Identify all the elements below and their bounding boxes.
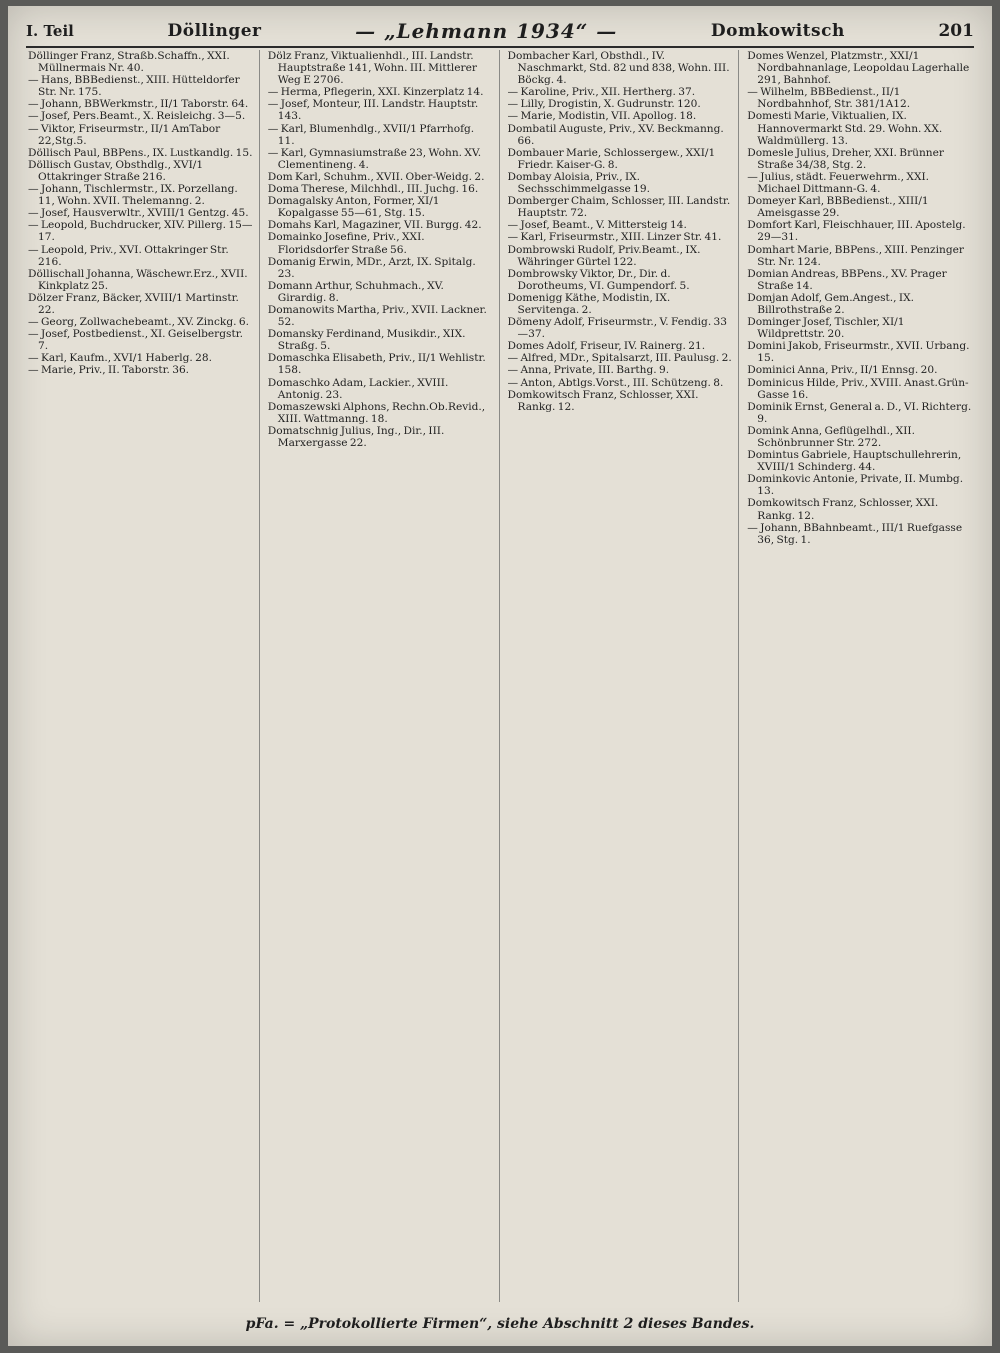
directory-entry: Domfort Karl, Fleischhauer, III. Apostelg. 29—31. xyxy=(747,219,966,244)
directory-entry: Domberger Chaim, Schlosser, III. Landstr. Hauptstr. 72. xyxy=(507,195,731,220)
directory-entry: — Johann, BBWerkmstr., II/1 Taborstr. 64. xyxy=(28,98,249,111)
directory-entry: Dominici Anna, Priv., II/1 Ennsg. 20. xyxy=(747,364,938,377)
directory-entry: Domaszewski Alphons, Rechn.Ob.Revid., XIII. Wattmanng. 18. xyxy=(267,400,486,425)
directory-entry: Domink Anna, Geflügelhdl., XII. Schönbrunner Str. 272. xyxy=(747,424,915,449)
directory-entry: — Karl, Blumenhdlg., XVII/1 Pfarrhofg. 11. xyxy=(267,122,475,147)
directory-entry: — Johann, BBahnbeamt., III/1 Ruefgasse 36, Stg. 1. xyxy=(747,521,963,546)
directory-entry: — Johann, Tischlermstr., IX. Porzellang. 11, Wohn. XVII. Thelemanng. 2. xyxy=(28,183,238,208)
directory-entry: Domainko Josefine, Priv., XXI. Floridsdorfer Straße 56. xyxy=(267,231,425,256)
directory-entry: Dominkovic Antonie, Private, II. Mumbg. 13. xyxy=(747,473,964,498)
directory-entry: — Wilhelm, BBBedienst., II/1 Nordbahnhof, Str. 381/1A12. xyxy=(747,86,911,111)
directory-entry: — Marie, Priv., II. Taborstr. 36. xyxy=(28,364,190,377)
directory-entry: — Anna, Private, III. Barthg. 9. xyxy=(507,364,670,377)
column-1 xyxy=(28,50,260,1302)
directory-entry: Domkowitsch Franz, Schlosser, XXI. Rankg. 12. xyxy=(507,388,699,413)
directory-entry: — Viktor, Friseurmstr., II/1 AmTabor 22,Stg.5. xyxy=(28,122,221,147)
directory-entry: Domatschnig Julius, Ing., Dir., III. Marxergasse 22. xyxy=(267,424,445,449)
directory-entry: — Georg, Zollwachebeamt., XV. Zinckg. 6. xyxy=(28,316,249,329)
directory-entry: — Julius, städt. Feuerwehrm., XXI. Michael Dittmann-G. 4. xyxy=(747,170,930,196)
directory-entry: Domhart Marie, BBPens., XIII. Penzinger Str. Nr. 124. xyxy=(747,243,964,268)
directory-entry: — Leopold, Priv., XVI. Ottakringer Str. 216. xyxy=(28,243,229,268)
directory-entry: — Anton, Abtlgs.Vorst., III. Schützeng. 8. xyxy=(507,376,724,389)
directory-entry: Domahs Karl, Magaziner, VII. Burgg. 42. xyxy=(267,219,482,232)
directory-entry: Doma Therese, Milchhdl., III. Juchg. 16. xyxy=(267,183,479,196)
right-keyword: Domkowitsch xyxy=(710,21,845,41)
directory-entry: Domes Adolf, Friseur, IV. Rainerg. 21. xyxy=(507,340,706,353)
directory-entry: — Josef, Pers.Beamt., X. Reisleichg. 3—5. xyxy=(28,110,246,123)
directory-entry: Dombauer Marie, Schlossergew., XXI/1 Friedr. Kaiser-G. 8. xyxy=(507,146,716,171)
directory-entry: Dombatil Auguste, Priv., XV. Beckmanng. 66. xyxy=(507,122,724,147)
directory-entry: Domanig Erwin, MDr., Arzt, IX. Spitalg. 23. xyxy=(267,255,476,280)
directory-entry: — Alfred, MDr., Spitalsarzt, III. Paulusg. 2. xyxy=(507,352,732,365)
directory-entry: Dominik Ernst, General a. D., VI. Richterg. 9. xyxy=(747,400,972,425)
directory-entry: Dölzer Franz, Bäcker, XVIII/1 Martinstr. 22. xyxy=(28,291,239,316)
directory-entry: — Lilly, Drogistin, X. Gudrunstr. 120. xyxy=(507,98,701,111)
page-number: 201 xyxy=(938,21,974,41)
part-label: I. Teil xyxy=(26,22,74,40)
directory-entry: Domaschko Adam, Lackier., XVIII. Antonig. 23. xyxy=(267,376,449,401)
directory-entry: Dombacher Karl, Obsthdl., IV. Naschmarkt, Std. 82 und 838, Wohn. III. Böckg. 4. xyxy=(507,50,730,87)
directory-entry: Domansky Ferdinand, Musikdir., XIX. Straßg. 5. xyxy=(267,328,466,353)
page-footer: pFa. = „Protokollierte Firmen“, siehe Abschnitt 2 dieses Bandes. xyxy=(245,1316,755,1332)
directory-entry: Döllisch Paul, BBPens., IX. Lustkandlg. 15. xyxy=(28,146,253,159)
left-keyword: Döllinger xyxy=(167,21,262,41)
directory-entry: Domian Andreas, BBPens., XV. Prager Straße 14. xyxy=(747,267,947,292)
directory-entry: Dombrowski Rudolf, Priv.Beamt., IX. Währinger Gürtel 122. xyxy=(507,243,701,268)
directory-entry: Domesti Marie, Viktualien, IX. Hannovermarkt Std. 29. Wohn. XX. Waldmüllerg. 13. xyxy=(747,110,943,147)
directory-entry: — Herma, Pflegerin, XXI. Kinzerplatz 14. xyxy=(267,86,484,99)
directory-entry: Domini Jakob, Friseurmstr., XVII. Urbang. 15. xyxy=(747,340,970,365)
directory-entry: — Karl, Gymnasiumstraße 23, Wohn. XV. Clementineng. 4. xyxy=(267,146,482,171)
directory-entry: — Leopold, Buchdrucker, XIV. Pillerg. 15—17. xyxy=(28,219,253,244)
column-4 xyxy=(747,50,978,1302)
directory-columns xyxy=(28,50,978,1302)
page-title: — „Lehmann 1934“ — xyxy=(355,19,618,43)
directory-entry: Döllinger Franz, Straßb.Schaffn., XXI. Müllnermais Nr. 40. xyxy=(28,50,230,75)
directory-entry: — Karl, Kaufm., XVI/1 Haberlg. 28. xyxy=(28,352,212,365)
directory-entry: — Josef, Monteur, III. Landstr. Hauptstr. 143. xyxy=(267,98,479,123)
directory-entry: Domagalsky Anton, Former, XI/1 Kopalgasse 55—61, Stg. 15. xyxy=(267,195,440,220)
directory-entry: Domesle Julius, Dreher, XXI. Brünner Straße 34/38, Stg. 2. xyxy=(747,146,944,171)
directory-entry: Döllisch Gustav, Obsthdlg., XVI/1 Ottakringer Straße 216. xyxy=(28,158,204,183)
directory-entry: Dombrowsky Viktor, Dr., Dir. d. Dorotheums, VI. Gumpendorf. 5. xyxy=(507,267,690,292)
column-2 xyxy=(268,50,500,1302)
directory-entry: Domaschka Elisabeth, Priv., II/1 Wehlistr. 158. xyxy=(267,352,486,377)
directory-entry: Dölz Franz, Viktualienhdl., III. Landstr. Hauptstraße 141, Wohn. III. Mittlerer Weg E 2706. xyxy=(267,50,477,87)
directory-entry: Dominger Josef, Tischler, XI/1 Wildprettstr. 20. xyxy=(747,316,905,341)
directory-entry: Domanowits Martha, Priv., XVII. Lackner. 52. xyxy=(267,303,487,329)
directory-entry: Dominicus Hilde, Priv., XVIII. Anast.Grün-Gasse 16. xyxy=(747,376,969,401)
directory-page xyxy=(8,6,992,1346)
directory-entry: — Karl, Friseurmstr., XIII. Linzer Str. 41. xyxy=(507,231,722,244)
directory-entry: Domes Wenzel, Platzmstr., XXI/1 Nordbahnanlage, Leopoldau Lagerhalle 291, Bahnhof. xyxy=(747,50,970,87)
directory-entry: — Josef, Beamt., V. Mittersteig 14. xyxy=(507,219,687,232)
directory-entry: Domintus Gabriele, Hauptschullehrerin, XVIII/1 Schinderg. 44. xyxy=(747,449,962,474)
directory-entry: — Josef, Postbedienst., XI. Geiselbergstr. 7. xyxy=(28,328,243,353)
page-header xyxy=(26,16,974,48)
directory-entry: — Josef, Hausverwltr., XVIII/1 Gentzg. 45. xyxy=(28,207,249,220)
directory-entry: — Karoline, Priv., XII. Hertherg. 37. xyxy=(507,86,696,99)
directory-entry: Dom Karl, Schuhm., XVII. Ober-Weidg. 2. xyxy=(267,170,485,183)
directory-entry: Domenigg Käthe, Modistin, IX. Servitenga. 2. xyxy=(507,291,671,316)
directory-entry: Dömeny Adolf, Friseurmstr., V. Fendig. 33—37. xyxy=(507,316,728,341)
directory-entry: Domkowitsch Franz, Schlosser, XXI. Rankg. 12. xyxy=(747,497,939,522)
directory-entry: Döllischall Johanna, Wäschewr.Erz., XVII. Kinkplatz 25. xyxy=(28,267,248,292)
directory-entry: Domann Arthur, Schuhmach., XV. Girardig. 8. xyxy=(267,279,444,304)
directory-entry: — Marie, Modistin, VII. Apollog. 18. xyxy=(507,110,697,123)
directory-entry: Dombay Aloisia, Priv., IX. Sechsschimmelgasse 19. xyxy=(507,170,651,196)
column-3 xyxy=(508,50,740,1302)
directory-entry: — Hans, BBBedienst., XIII. Hütteldorfer Str. Nr. 175. xyxy=(28,74,240,99)
directory-entry: Domeyer Karl, BBBedienst., XIII/1 Ameisgasse 29. xyxy=(747,195,929,220)
directory-entry: Domjan Adolf, Gem.Angest., IX. Billrothstraße 2. xyxy=(747,291,914,316)
